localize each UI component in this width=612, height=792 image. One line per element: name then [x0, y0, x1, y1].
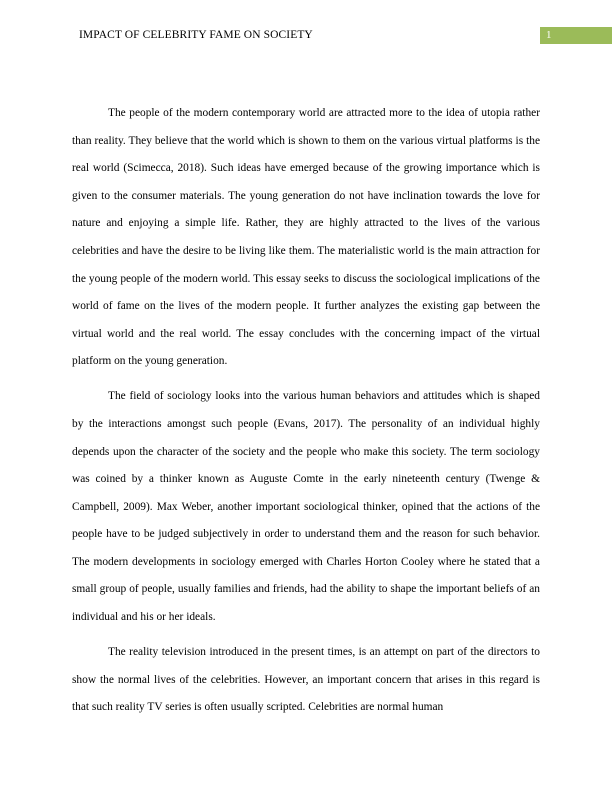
page-number-badge — [540, 27, 612, 44]
running-head: IMPACT OF CELEBRITY FAME ON SOCIETY — [79, 29, 313, 41]
paragraph-introduction: The people of the modern contemporary world are attracted more to the idea of utopia rather than reality. They believe that the world which is shown to them on the various virtual platforms is the real world (Scimecca, 2018). Such ideas have emerged because of the growing importance which is given to the consumer materials. The young generation do not have inclination towards the love for nature and enjoying a simple life. Rather, they are highly attracted to the lives of the various celebrities and have the desire to be living like them. The materialistic world is the main attraction for the young people of the modern world. This essay seeks to discuss the sociological implications of the world of fame on the lives of the modern people. It further analyzes the existing gap between the virtual world and the real world. The essay concludes with the concerning impact of the virtual platform on the young generation. — [72, 107, 540, 368]
page-number: 1 — [546, 29, 552, 41]
body-text — [72, 100, 540, 722]
paragraph-reality-television: The reality television introduced in the present times, is an attempt on part of the directors to show the normal lives of the celebrities. However, an important concern that arises in this regard is that such reality TV series is often usually scripted. Celebrities are normal human — [72, 646, 540, 714]
paragraph-sociology: The field of sociology looks into the various human behaviors and attitudes which is shaped by the interactions amongst such people (Evans, 2017). The personality of an individual highly depends upon the character of the society and the people who make this society. The term sociology was coined by a thinker known as Auguste Comte in the early nineteenth century (Twenge & Campbell, 2009). Max Weber, another important sociological thinker, opined that the actions of the people have to be judged subjectively in order to understand them and the reason for such behavior. The modern developments in sociology emerged with Charles Horton Cooley where he stated that a small group of people, usually families and friends, had the ability to shape the important beliefs of an individual and his or her ideals. — [72, 390, 540, 624]
